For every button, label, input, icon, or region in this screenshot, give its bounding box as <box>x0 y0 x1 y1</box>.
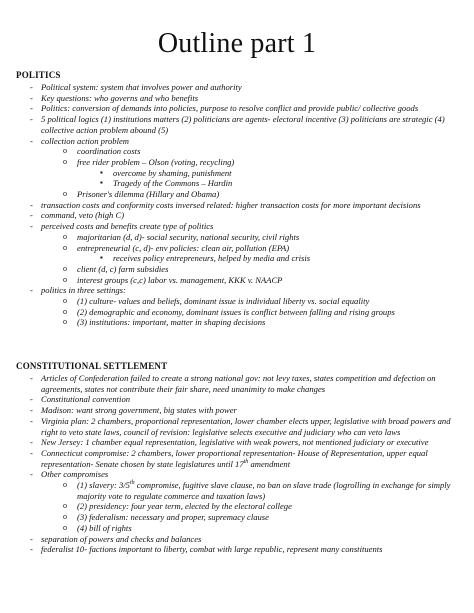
sub-sub-list <box>97 253 466 264</box>
sub-item-text: (1) slavery: 3/5 <box>77 480 130 491</box>
politics-list <box>16 82 466 328</box>
sub-item-label: free rider problem – Olson (voting, recycling) <box>77 156 235 167</box>
sub-list <box>59 296 466 328</box>
list-item: - command, veto (high C) <box>16 210 466 221</box>
sub-item: o (2) demographic and economy, dominant issues is conflict between falling and rising groups <box>59 307 466 318</box>
list-item <box>16 285 466 328</box>
list-item: - 5 political logics (1) institutions matters (2) politicians are agents- electoral incentive (3) politicians are strategic (4) collective action problem abound (5) <box>16 114 466 135</box>
sub-item <box>59 243 466 264</box>
list-item-text-tail: amendment <box>248 458 291 469</box>
sub-item: o (4) bill of rights <box>59 523 466 534</box>
sub-item <box>59 480 466 501</box>
sub-list <box>59 146 466 200</box>
sub-item: o Prisoner's dilemma (Hillary and Obama) <box>59 189 466 200</box>
sub-sub-item: ▪ Tragedy of the Commons – Hardin <box>97 178 466 189</box>
sub-item: o interest groups (c,c) labor vs. management, KKK v. NAACP <box>59 275 466 286</box>
constitutional-list <box>16 373 466 555</box>
list-item-label: collection action problem <box>41 135 129 146</box>
sub-item: o coordination costs <box>59 146 466 157</box>
list-item: - separation of powers and checks and balances <box>16 534 466 545</box>
list-item <box>16 136 466 200</box>
constitutional-heading: CONSTITUTIONAL SETTLEMENT <box>16 361 168 371</box>
list-item: - New Jersey: 1 chamber equal representation, legislative with weak powers, not mentioned judiciary or executive <box>16 437 466 448</box>
sub-sub-item: ▪ overcome by shaming, punishment <box>97 168 466 179</box>
sub-sub-list <box>97 168 466 189</box>
list-item: - Political system: system that involves power and authority <box>16 82 466 93</box>
list-item: - Politics: conversion of demands into policies, purpose to resolve conflict and provide public/ collective goods <box>16 103 466 114</box>
constitutional-section <box>16 361 466 555</box>
sub-item: o (2) presidency: four year term, elected by the electoral college <box>59 501 466 512</box>
list-item: - transaction costs and conformity costs inversed related: higher transaction costs for more important decisions <box>16 200 466 211</box>
list-item <box>16 448 466 469</box>
sub-sub-item: ▪ receives policy entrepreneurs, helped by media and crisis <box>97 253 466 264</box>
sub-item: o majoritarian (d, d)- social security, national security, civil rights <box>59 232 466 243</box>
sub-item: o client (d, c) farm subsidies <box>59 264 466 275</box>
politics-heading: POLITICS <box>16 70 61 80</box>
sub-list <box>59 232 466 286</box>
list-item: - Constitutional convention <box>16 394 466 405</box>
list-item: - Articles of Confederation failed to create a strong national gov: not levy taxes, states competition and defection on agreements, states not contribute their fair share, need unanimity to make changes <box>16 373 466 394</box>
page-title: Outline part 1 <box>157 28 317 59</box>
list-item: - Madison: want strong government, big states with power <box>16 405 466 416</box>
superscript: th <box>243 458 249 465</box>
list-item-label: Other compromises <box>41 469 109 480</box>
politics-section <box>16 70 466 328</box>
list-item <box>16 469 466 533</box>
list-item: - federalist 10- factions important to liberty, combat with large republic, represent many constituents <box>16 544 466 555</box>
sub-item: o (3) institutions: important, matter in shaping decisions <box>59 317 466 328</box>
sub-item-text-tail: compromise, fugitive slave clause, no ban on slave trade (logrolling in exchange for simply majority vote to regulate commerce and taxation laws) <box>77 480 451 501</box>
list-item-label: perceived costs and benefits create type of politics <box>41 221 214 232</box>
list-item-text: Connecticut compromise: 2 chambers, lower proportional representation- House of Representation, upper equal representation- Senate chosen by state legislatures until 17 <box>41 447 428 469</box>
list-item: - Virginia plan: 2 chambers, proportional representation, lower chamber elects upper, legislative with broad powers and right to veto state laws, council of revision: legislative selects executive and judiciary who can veto laws <box>16 416 466 437</box>
sub-item: o (1) culture- values and beliefs, dominant issue is individual liberty vs. social equality <box>59 296 466 307</box>
list-item <box>16 221 466 285</box>
sub-list <box>59 480 466 534</box>
sub-item-label: entrepreneurial (c, d)- env policies: clean air, pollution (EPA) <box>77 242 290 253</box>
superscript: th <box>129 480 135 487</box>
list-item-label: politics in three settings: <box>41 285 126 296</box>
sub-item <box>59 157 466 189</box>
list-item: - Key questions: who governs and who benefits <box>16 93 466 104</box>
sub-item: o (3) federalism: necessary and proper, supremacy clause <box>59 512 466 523</box>
